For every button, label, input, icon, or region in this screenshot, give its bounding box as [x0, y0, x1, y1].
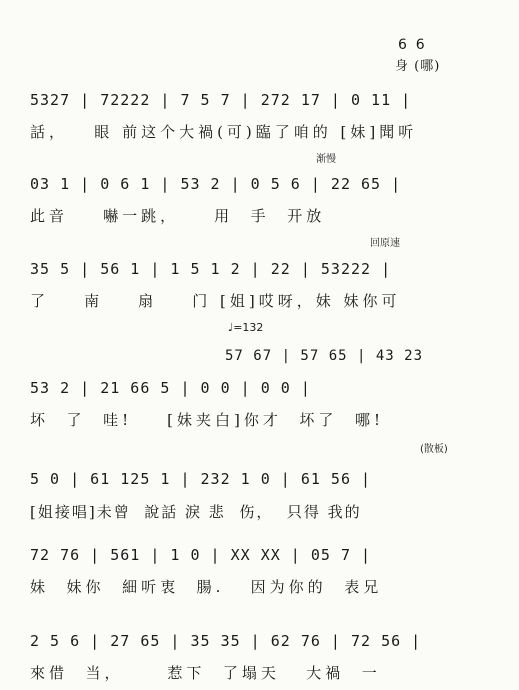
- row3-lyrics: 了 南 扇 门 [姐]哎呀，妹 妹你可: [30, 292, 401, 310]
- row3-notes: 35 5 | 56 1 | 1 5 1 2 | 22 | 53222 |: [30, 260, 392, 278]
- row6-lyrics: 妹 妹你 細听衷 腸. 因为你的 表兄: [30, 578, 383, 596]
- row1-notes: 5327 | 72222 | 7 5 7 | 272 17 | 0 11 |: [30, 91, 412, 109]
- row4-instrument-line: 57 67 | 57 65 | 43 23: [225, 348, 424, 364]
- row3-tempo-marking: 回原速: [370, 238, 400, 249]
- row1-head-numbers: 6 6: [398, 37, 425, 53]
- row2-notes: 03 1 | 0 6 1 | 53 2 | 0 5 6 | 22 65 |: [30, 175, 402, 193]
- row7-lyrics: 來借 当， 惹下 了塌天 大禍 一: [30, 664, 381, 682]
- row6-notes: 72 76 | 561 | 1 0 | XX XX | 05 7 |: [30, 546, 372, 564]
- row1-head-lyric: 身 (哪): [395, 59, 441, 74]
- row2-lyrics: 此音 嚇一跳， 用 手 开放: [30, 207, 326, 225]
- row5-notes: 5 0 | 61 125 1 | 232 1 0 | 61 56 |: [30, 470, 372, 488]
- row2-tempo-marking: 渐慢: [316, 154, 336, 165]
- row4-tempo-marking: ♩=132: [228, 321, 264, 334]
- row5-free-tempo-marking: (散板): [420, 444, 448, 455]
- row1-lyrics: 話， 眼 前这个大禍(可)臨了咱的 [妹]聞听: [30, 123, 418, 141]
- row7-notes: 2 5 6 | 27 65 | 35 35 | 62 76 | 72 56 |: [30, 632, 422, 650]
- row4-lyrics: 坏 了 哇! [妹夹白]你才 坏了 哪!: [30, 411, 384, 429]
- row5-lyrics: [姐接唱]未曾 說話 淚 悲 伤， 只得 我的: [30, 503, 362, 521]
- row4-notes: 53 2 | 21 66 5 | 0 0 | 0 0 |: [30, 379, 311, 397]
